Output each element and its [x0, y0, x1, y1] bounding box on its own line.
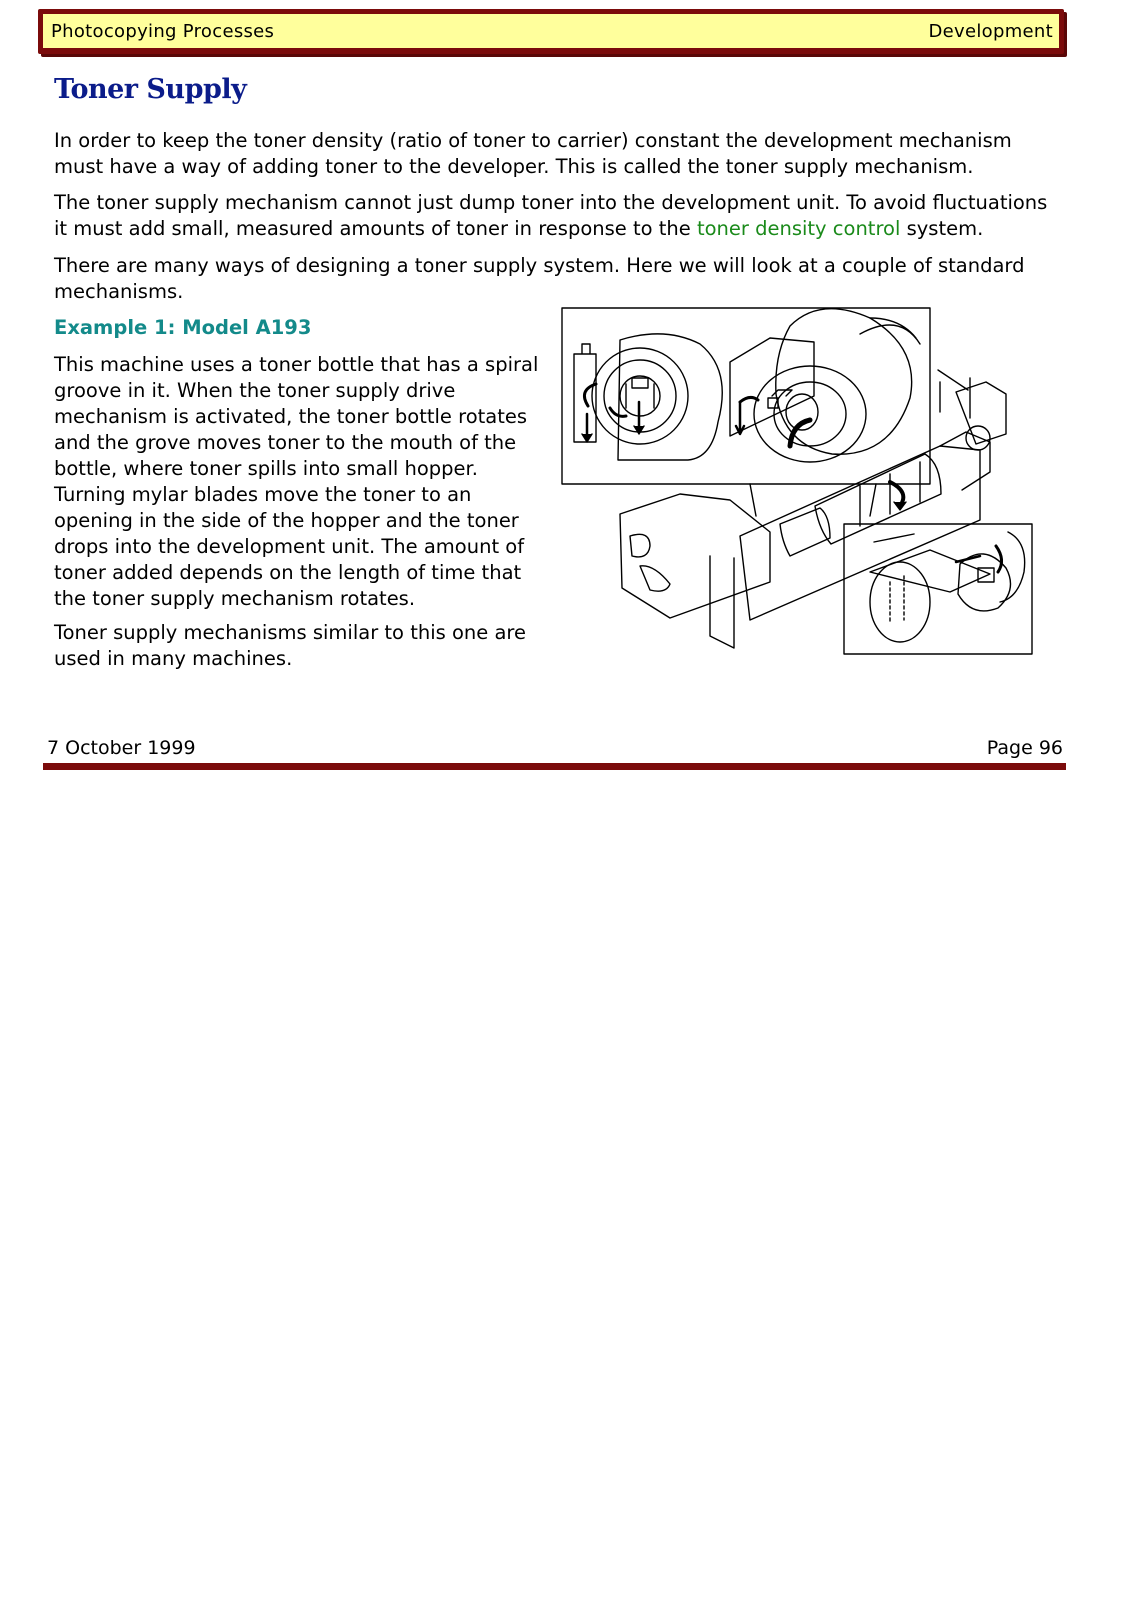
- toner-supply-diagram: [560, 306, 1036, 658]
- example-description: This machine uses a toner bottle that has a spiral groove in it. When the toner supply drive mechanism is activated, the toner bottle rotates and the grove moves toner to the mouth of the bottle, where toner spills into small hopper. Turning mylar blades move the toner to an opening in the side of the hopper and the toner drops into the development unit. The amount of toner added depends on the length of time that the toner supply mechanism rotates.: [54, 353, 539, 610]
- page-title: Toner Supply: [54, 74, 247, 105]
- header-bar: [38, 9, 1064, 54]
- design-paragraph: There are many ways of designing a toner supply system. Here we will look at a couple of standard mechanisms.: [54, 254, 1025, 303]
- supply-text-before: The toner supply mechanism cannot just dump toner into the development unit. To avoid fluctuations it must add small, measured amounts of toner in response to the: [54, 191, 1048, 240]
- intro-paragraph: In order to keep the toner density (ratio of toner to carrier) constant the development mechanism must have a way of adding toner to the developer. This is called the toner supply mechanism.: [54, 129, 1012, 178]
- detail-inset-top: [562, 308, 930, 484]
- header-section: Photocopying Processes: [51, 20, 275, 42]
- footer-rule: [43, 763, 1066, 770]
- toner-density-control-link[interactable]: toner density control: [696, 217, 901, 240]
- header-inner: [43, 14, 1059, 48]
- supply-paragraph: [54, 190, 1064, 242]
- page-footer: [47, 737, 1063, 759]
- header-chapter: Development: [928, 20, 1053, 42]
- footer-date: 7 October 1999: [47, 737, 196, 759]
- example-note: Toner supply mechanisms similar to this one are used in many machines.: [54, 621, 526, 670]
- footer-page-number: Page 96: [986, 737, 1063, 759]
- example-heading: Example 1: Model A193: [54, 316, 312, 339]
- supply-text-after: system.: [900, 217, 984, 240]
